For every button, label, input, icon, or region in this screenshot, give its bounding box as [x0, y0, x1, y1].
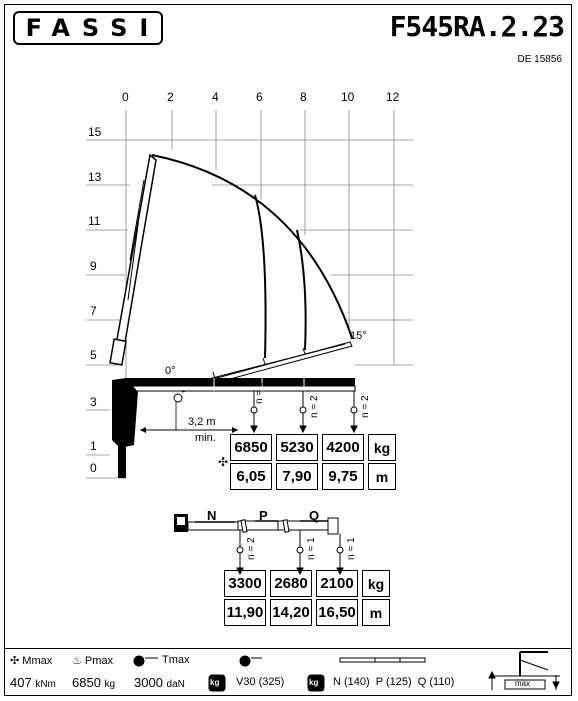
y-tick-11: 11	[88, 214, 101, 228]
max-label: max	[515, 679, 531, 688]
reeving-main-1: n = 3	[254, 381, 265, 404]
y-tick-7: 7	[90, 304, 97, 318]
load-cell: 5230	[276, 434, 318, 461]
load-unit: kg	[362, 570, 390, 597]
reeving-ext-2: n = 1	[306, 537, 317, 560]
min-reach-value: 3,2 m	[188, 416, 216, 428]
extension-label-q: Q	[309, 508, 320, 523]
mmax-value: 407 kNm	[10, 675, 56, 690]
reeving-ext-1: n = 2	[246, 537, 257, 560]
distance-cell: 9,75	[322, 463, 364, 490]
table-row	[230, 434, 396, 461]
distance-cell: 7,90	[276, 463, 318, 490]
y-tick-1: 1	[90, 439, 97, 453]
x-tick-12: 12	[386, 90, 400, 104]
distance-unit: m	[362, 599, 390, 626]
hooks-main	[251, 391, 357, 432]
extension-label-p: P	[259, 508, 268, 523]
crane-column	[112, 378, 138, 478]
x-tick-6: 6	[256, 90, 263, 104]
kg-badge-2: kg	[309, 678, 319, 687]
kg-badge-1: kg	[210, 678, 220, 687]
pmax-value: 6850 kg	[72, 675, 116, 690]
x-tick-0: 0	[122, 90, 129, 104]
y-tick-0: 0	[90, 461, 97, 475]
load-cell: 2680	[270, 570, 312, 597]
load-cell: 6850	[230, 434, 272, 461]
min-reach-label: min.	[195, 432, 216, 444]
distance-cell: 14,20	[270, 599, 312, 626]
y-tick-3: 3	[90, 395, 97, 409]
load-cell: 4200	[322, 434, 364, 461]
load-cell: 2100	[316, 570, 358, 597]
load-unit: kg	[368, 434, 396, 461]
distance-cell: 16,50	[316, 599, 358, 626]
mmax-label: ✣ Mmax	[10, 655, 53, 667]
footer-separator	[4, 648, 572, 649]
load-cell: 3300	[224, 570, 266, 597]
document-number: DE 15856	[517, 54, 562, 65]
table-row	[224, 599, 390, 626]
main-capacity-table	[226, 432, 400, 492]
brand-logo: FASSI	[13, 11, 163, 45]
y-tick-9: 9	[90, 259, 97, 273]
reeving-main-2: n = 2	[309, 395, 320, 418]
distance-cell: 6,05	[230, 463, 272, 490]
reeving-main-3: n = 2	[360, 395, 371, 418]
tmax-value: 3000 daN	[134, 675, 185, 690]
angle-15-label: 15°	[350, 330, 367, 342]
x-tick-10: 10	[341, 90, 355, 104]
x-tick-8: 8	[300, 90, 307, 104]
x-tick-4: 4	[212, 90, 219, 104]
extension-weights-text: N (140) P (125) Q (110)	[333, 676, 455, 688]
y-tick-13: 13	[88, 170, 102, 184]
distance-cell: 11,90	[224, 599, 266, 626]
horizontal-boom	[125, 378, 355, 391]
model-title: F545RA.2.23	[389, 10, 564, 43]
y-tick-15: 15	[88, 125, 102, 139]
table-row	[230, 463, 396, 490]
y-tick-5: 5	[90, 348, 97, 362]
x-tick-2: 2	[167, 90, 174, 104]
extension-capacity-table	[220, 568, 394, 628]
extension-label-n: N	[207, 508, 217, 523]
reeving-ext-3: n = 1	[346, 537, 357, 560]
tmax-label: Tmax	[162, 654, 190, 666]
table-row	[224, 570, 390, 597]
svg-text:✣: ✣	[218, 455, 229, 469]
angle-0-label: 0°	[165, 365, 176, 377]
winch-text: V30 (325)	[236, 676, 285, 688]
distance-unit: m	[368, 463, 396, 490]
pmax-label: ♨ Pmax	[72, 655, 114, 667]
